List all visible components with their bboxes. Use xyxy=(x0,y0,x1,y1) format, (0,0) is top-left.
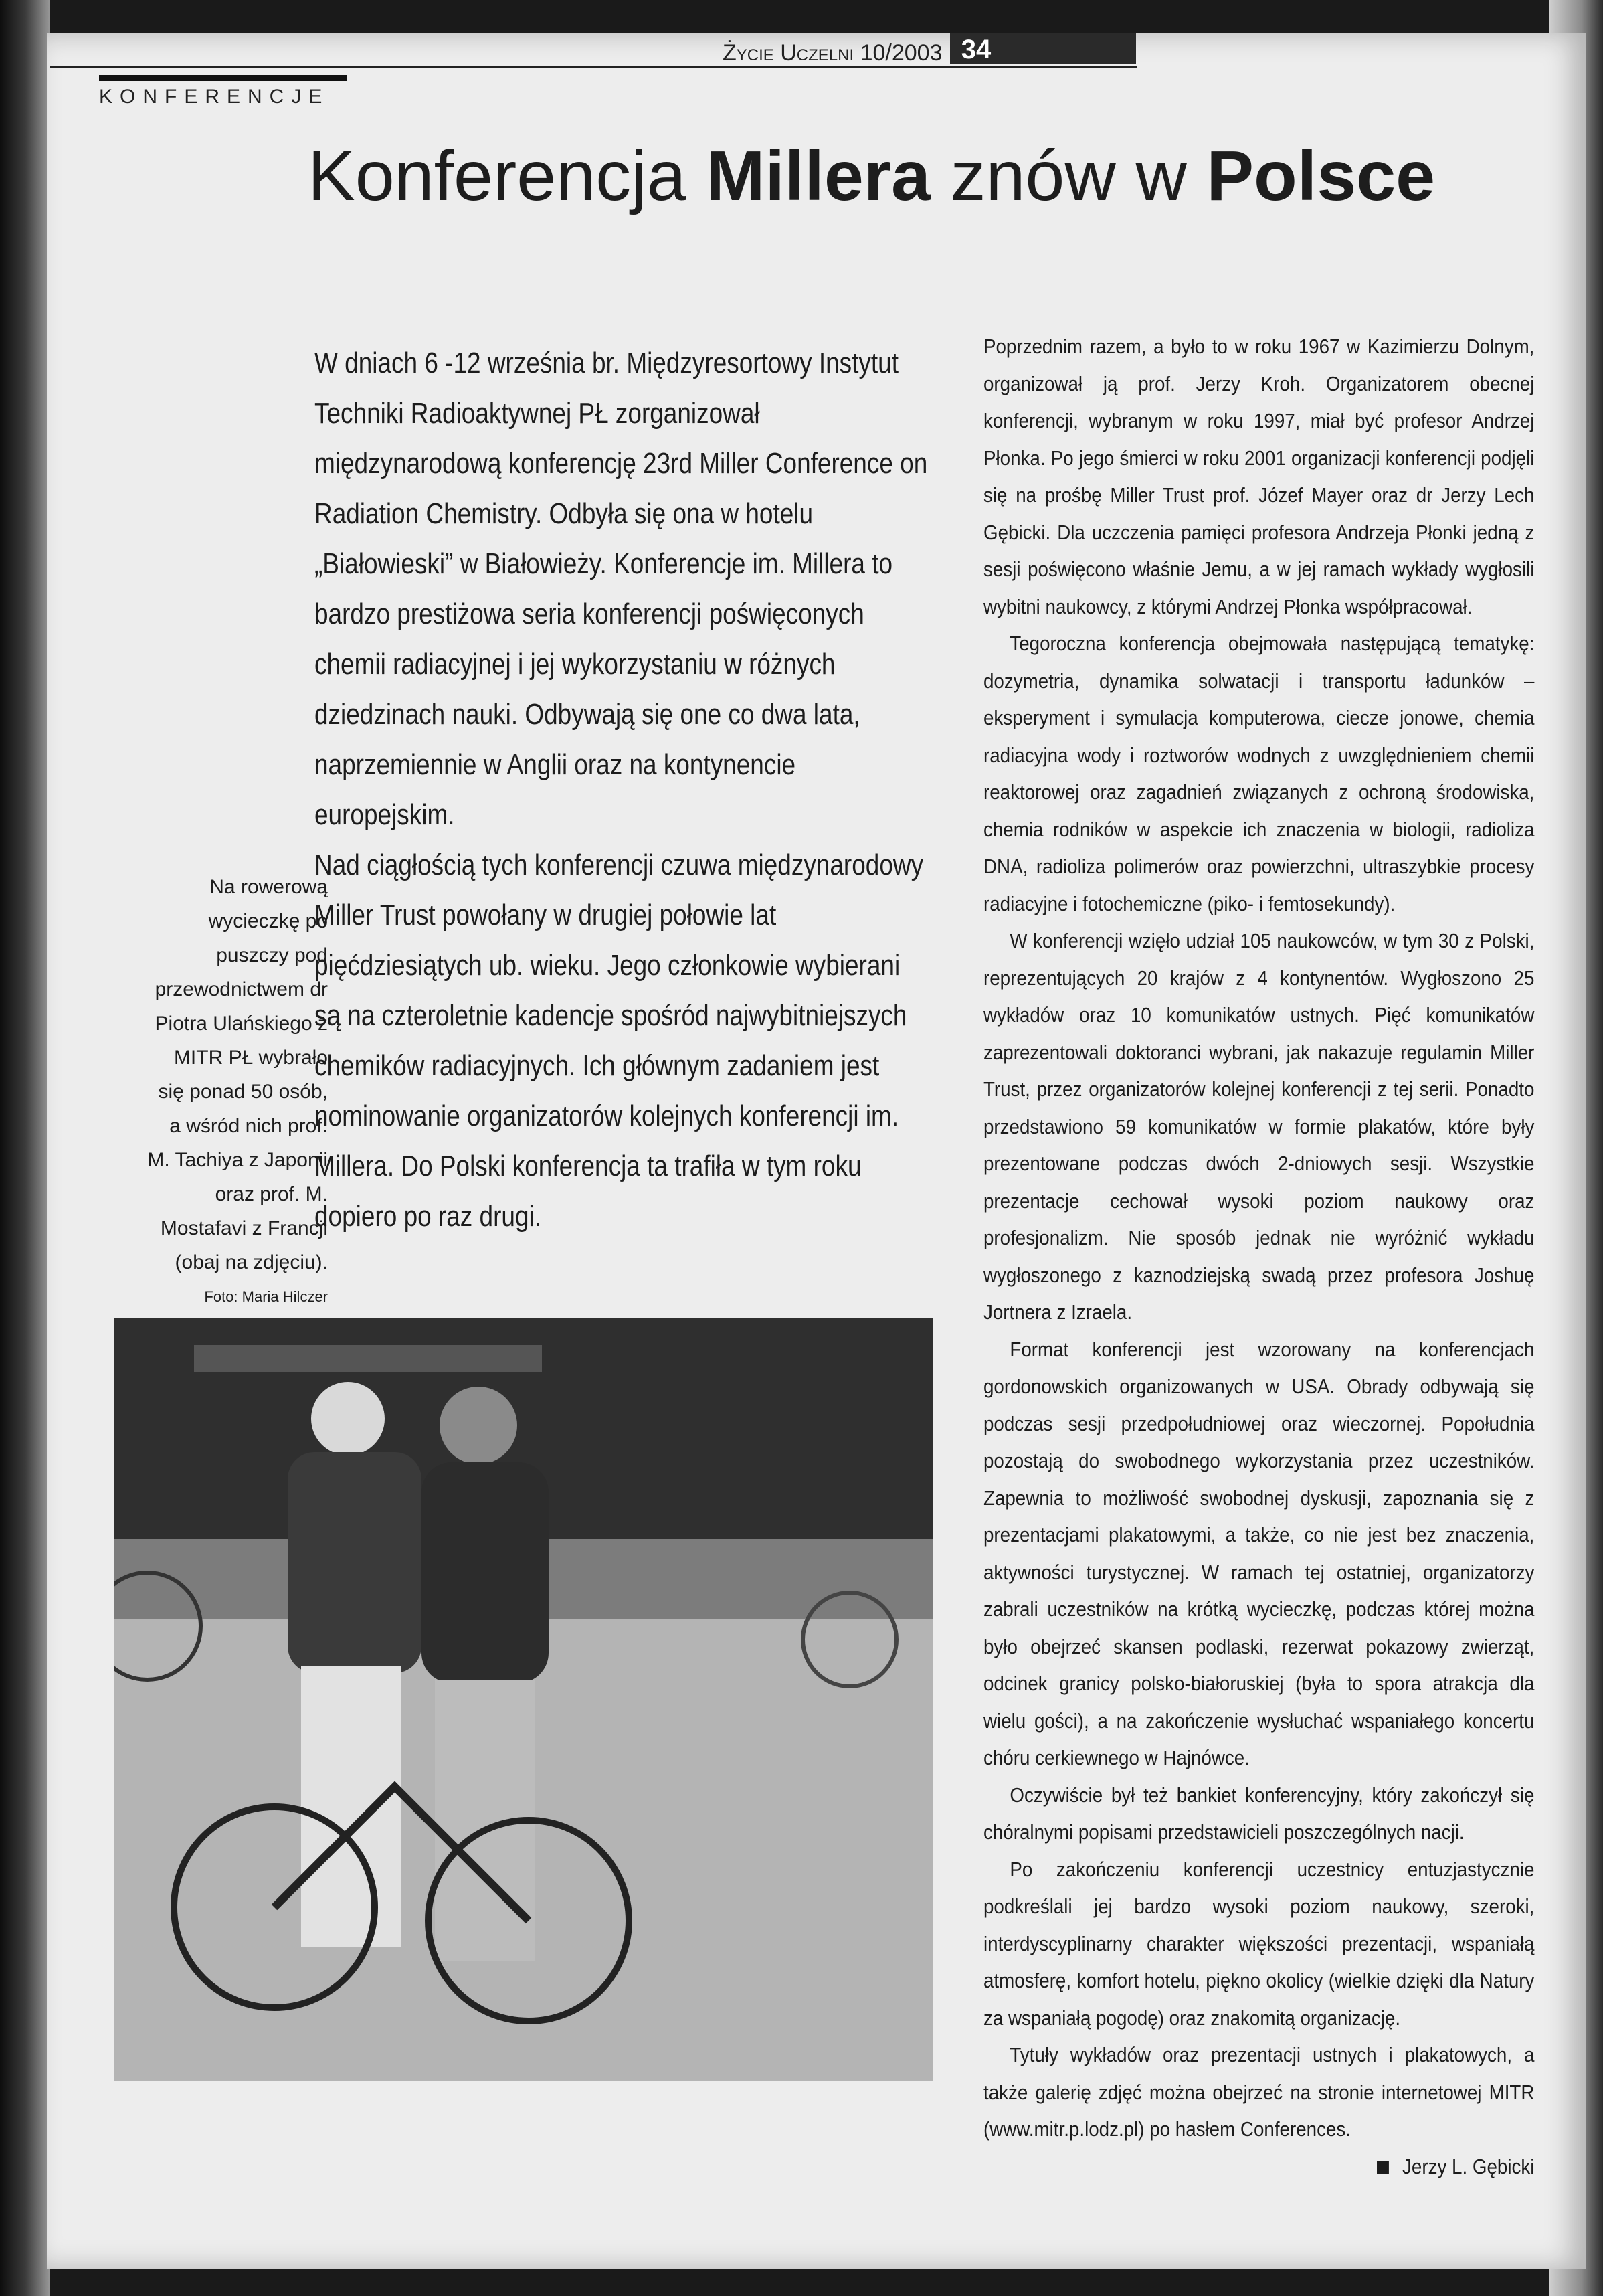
body-paragraph: Tytuły wykładów oraz prezentacji ustnych i plakatowych, a także galerię zdjęć można obejrzeć na stronie internetowej MITR (www.mitr.p.lodz.pl) po hasłem Conferences. xyxy=(983,2043,1535,2141)
end-mark-icon xyxy=(1377,2161,1389,2174)
body-paragraph: Poprzednim razem, a było to w roku 1967 w Kazimierzu Dolnym, organizował ją prof. Jerzy Kroh. Organizatorem obecnej konferencji, wybranym w roku 1997, miał być profesor Andrzej Płonka. Po jego śmierci w roku 2001 organizacji konferencji podjęli się na prośbę Miller Trust prof. Józef Mayer oraz dr Jerzy Lech Gębicki. Dla uczczenia pamięci profesora Andrzeja Płonki jedną z sesji poświęcono właśnie Jemu, a w jej ramach wykłady wygłosili wybitni naukowcy, z którymi Andrzej Płonka współpracował. xyxy=(983,335,1535,618)
title-part-4: Polsce xyxy=(1206,137,1436,215)
body-paragraph: Format konferencji jest wzorowany na konferencjach gordonowskich organizowanych w USA. Obrady odbywają się podczas sesji przedpołudniowej oraz wieczornej. Popołudnia pozostają do swobodnego wykorzystania przez uczestników. Zapewnia to możliwość swobodnej dyskusji, zapoznania się z prezentacjami plakatowymi, a także, co nie jest bez znaczenia, aktywności turystycznej. W ramach tej ostatniej, organizatorzy zabrali uczestników na krótką wycieczkę, podczas której można było obejrzeć skansen podlaski, rezerwat pokazowy zwierząt, odcinek granicy polsko-białoruskiej (była to spora atrakcja dla wielu gości), a na zakończenie wysłuchać wspaniałego koncertu chóru cerkiewnego w Hajnówce. xyxy=(983,1337,1535,1769)
page-number: 34 xyxy=(950,33,1002,64)
header-rule xyxy=(50,66,1137,68)
running-head: Życie Uczelni 10/2003 xyxy=(723,40,943,66)
intro-paragraph: W dniach 6 -12 września br. Międzyresortowy Instytut Techniki Radioaktywnej PŁ zorganizował międzynarodową konferencję 23rd Miller Conference on Radiation Chemistry. Odbyła się ona w hotelu „Białowieski” w Białowieży. Konferencje im. Millera to bardzo prestiżowa seria konferencji poświęconych chemii radiacyjnej i jej wykorzystaniu w różnych dziedzinach nauki. Odbywają się one co dwa lata, naprzemiennie w Anglii oraz na kontynencie europejskim. xyxy=(314,347,928,831)
body-column xyxy=(983,328,1534,2185)
body-paragraph: W konferencji wzięło udział 105 naukowców, w tym 30 z Polski, reprezentujących 20 krajów z 4 kontynentów. Wygłoszono 25 wykładów oraz 10 komunikatów ustnych. Pięć komunikatów zaprezentowali doktoranci wybrani, jak nakazuje regulamin Miller Trust, przez organizatorów kolejnej konferencji z tej serii. Ponadto przedstawiono 59 komunikatów w formie plakatów, które były prezentowane podczas dwóch 2-dniowych sesji. Wszystkie prezentacje cechował wysoki poziom naukowy oraz profesjonalizm. Nie sposób jednak nie wyróżnić wykładu wygłoszonego z kaznodziejską swadą przez profesora Joshuę Jortnera z Izraela. xyxy=(983,929,1535,1324)
photo-illustration xyxy=(114,1318,933,2081)
article-title xyxy=(308,137,1512,215)
section-label: KONFERENCJE xyxy=(99,86,330,108)
title-part-1: Konferencja xyxy=(308,137,686,215)
caption-text: Na rowerową wycieczkę po puszczy pod przewodnictwem dr Piotra Ulańskiego z MITR PŁ wybrało się ponad 50 osób, a wśród nich prof. M. Tachiya z Japonii oraz prof. M. Mostafavi z Francji (obaj na zdjęciu). xyxy=(147,876,328,1273)
section-bar xyxy=(99,75,347,81)
author-signature xyxy=(983,2148,1534,2186)
body-paragraph: Oczywiście był też bankiet konferencyjny, który zakończył się chóralnymi popisami przedstawicieli poszczególnych nacji. xyxy=(983,1783,1535,1844)
intro-column xyxy=(314,338,930,1241)
title-part-3: znów w xyxy=(950,137,1187,215)
title-part-2: Millera xyxy=(706,137,931,215)
photo-cyclists xyxy=(114,1318,933,2081)
photo-caption xyxy=(144,870,328,1314)
photo-credit: Foto: Maria Hilczer xyxy=(204,1288,328,1305)
body-paragraph: Tegoroczna konferencja obejmowała następującą tematykę: dozymetria, dynamika solwatacji i transportu ładunków – eksperyment i symulacja komputerowa, ciecze jonowe, chemia radiacyjna wody i roztworów wodnych z uwzględnieniem chemii reaktorowej oraz zagadnień związanych z ochroną środowiska, chemia rodników w aspekcie ich znaczenia w biologii, radioliza DNA, radioliza polimerów oraz powierzchni, ultraszybkie procesy radiacyjne i fotochemiczne (piko- i femtosekundy). xyxy=(983,632,1535,915)
body-paragraph: Po zakończeniu konferencji uczestnicy entuzjastycznie podkreślali jej bardzo wysoki poziom naukowy, szeroki, interdyscyplinarny charakter większości prezentacji, wspaniałą atmosferę, komfort hotelu, piękno okolicy (wielkie dzięki dla Natury za wspaniałą pogodę) oraz znakomitą organizację. xyxy=(983,1857,1535,2030)
intro-paragraph: Nad ciągłością tych konferencji czuwa międzynarodowy Miller Trust powołany w drugiej połowie lat pięćdziesiątych ub. wieku. Jego członkowie wybierani są na czteroletnie kadencje spośród najwybitniejszych chemików radiacyjnych. Ich głównym zadaniem jest nominowanie organizatorów kolejnych konferencji im. Millera. Do Polski konferencja ta trafiła w tym roku dopiero po raz drugi. xyxy=(314,849,924,1233)
author-name: Jerzy L. Gębicki xyxy=(1402,2154,1535,2178)
binding-shadow xyxy=(0,0,50,2296)
page-number-bar xyxy=(1002,33,1136,64)
